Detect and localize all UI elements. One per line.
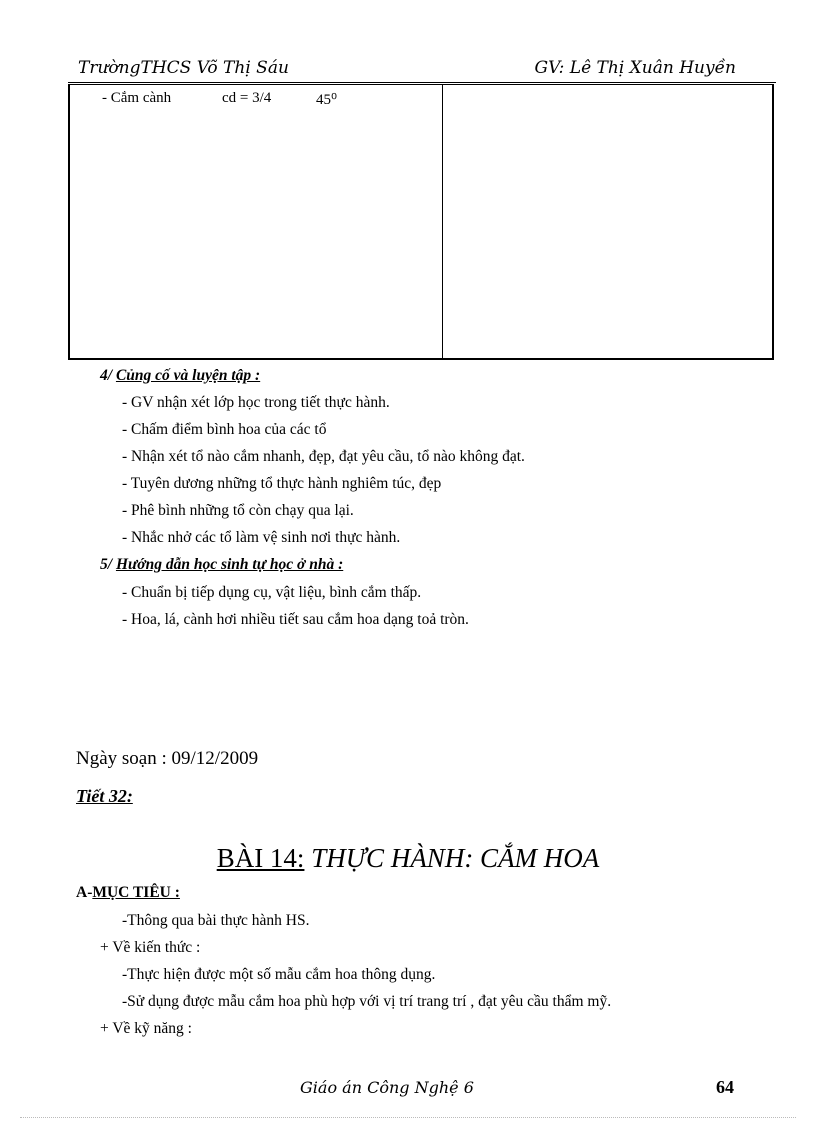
- section-5-number: 5/: [100, 556, 113, 573]
- section-4-item: - Chấm điểm bình hoa của các tổ: [122, 421, 327, 438]
- section-5-item: - Chuẩn bị tiếp dụng cụ, vật liệu, bình cắm thấp.: [122, 584, 422, 601]
- page-number: 64: [716, 1077, 734, 1097]
- section-4-item: - GV nhận xét lớp học trong tiết thực hành.: [122, 394, 390, 411]
- section-4-number: 4/: [100, 367, 113, 384]
- footer-title: Giáo án Công Nghệ 6: [300, 1078, 474, 1097]
- period-label: Tiết 32:: [76, 786, 133, 806]
- section-a-heading: [76, 884, 180, 902]
- table-cell-ratio: cd = 3/4: [222, 90, 272, 106]
- table-cell-angle: 45⁰: [316, 92, 338, 108]
- section-4-item: - Nhận xét tổ nào cắm nhanh, đẹp, đạt yêu cầu, tổ nào không đạt.: [122, 448, 525, 465]
- header-school: TrườngTHCS Võ Thị Sáu: [78, 58, 289, 78]
- section-a-line: -Thực hiện được một số mẫu cắm hoa thông dụng.: [122, 966, 436, 983]
- table-cell-item: - Cắm cành: [102, 90, 172, 106]
- section-4-item: - Nhắc nhở các tổ làm vệ sinh nơi thực hành.: [122, 529, 401, 546]
- section-4-item: - Tuyên dương những tổ thực hành nghiêm túc, đẹp: [122, 475, 442, 492]
- section-a-line: -Sử dụng được mẫu cắm hoa phù hợp với vị trí trang trí , đạt yêu cầu thẩm mỹ.: [122, 993, 612, 1010]
- section-4-heading: [100, 367, 260, 385]
- preparation-date: Ngày soạn : 09/12/2009: [76, 748, 259, 769]
- section-5-title: Hướng dẫn học sinh tự học ở nhà :: [115, 556, 344, 573]
- table-column-divider: [442, 85, 443, 358]
- section-a-title: MỤC TIÊU :: [92, 884, 180, 901]
- section-a-line: + Về kỹ năng :: [100, 1020, 192, 1037]
- section-a-prefix: A-: [76, 884, 93, 901]
- section-4-item: - Phê bình những tổ còn chạy qua lại.: [122, 502, 354, 519]
- bottom-dotted-rule: [20, 1117, 796, 1118]
- lesson-number: BÀI 14:: [216, 843, 305, 873]
- lesson-table: [68, 84, 774, 360]
- section-a-line: + Về kiến thức :: [100, 939, 201, 956]
- lesson-name: THỰC HÀNH: CẮM HOA: [304, 843, 600, 873]
- section-5-heading: [100, 556, 343, 574]
- section-a-line: -Thông qua bài thực hành HS.: [122, 912, 310, 929]
- header-teacher: GV: Lê Thị Xuân Huyền: [534, 58, 736, 78]
- section-4-title: Củng cố và luyện tập :: [115, 367, 261, 384]
- lesson-title: [0, 843, 816, 874]
- section-5-item: - Hoa, lá, cành hơi nhiều tiết sau cắm hoa dạng toả tròn.: [122, 611, 469, 628]
- header-rule: [68, 82, 776, 83]
